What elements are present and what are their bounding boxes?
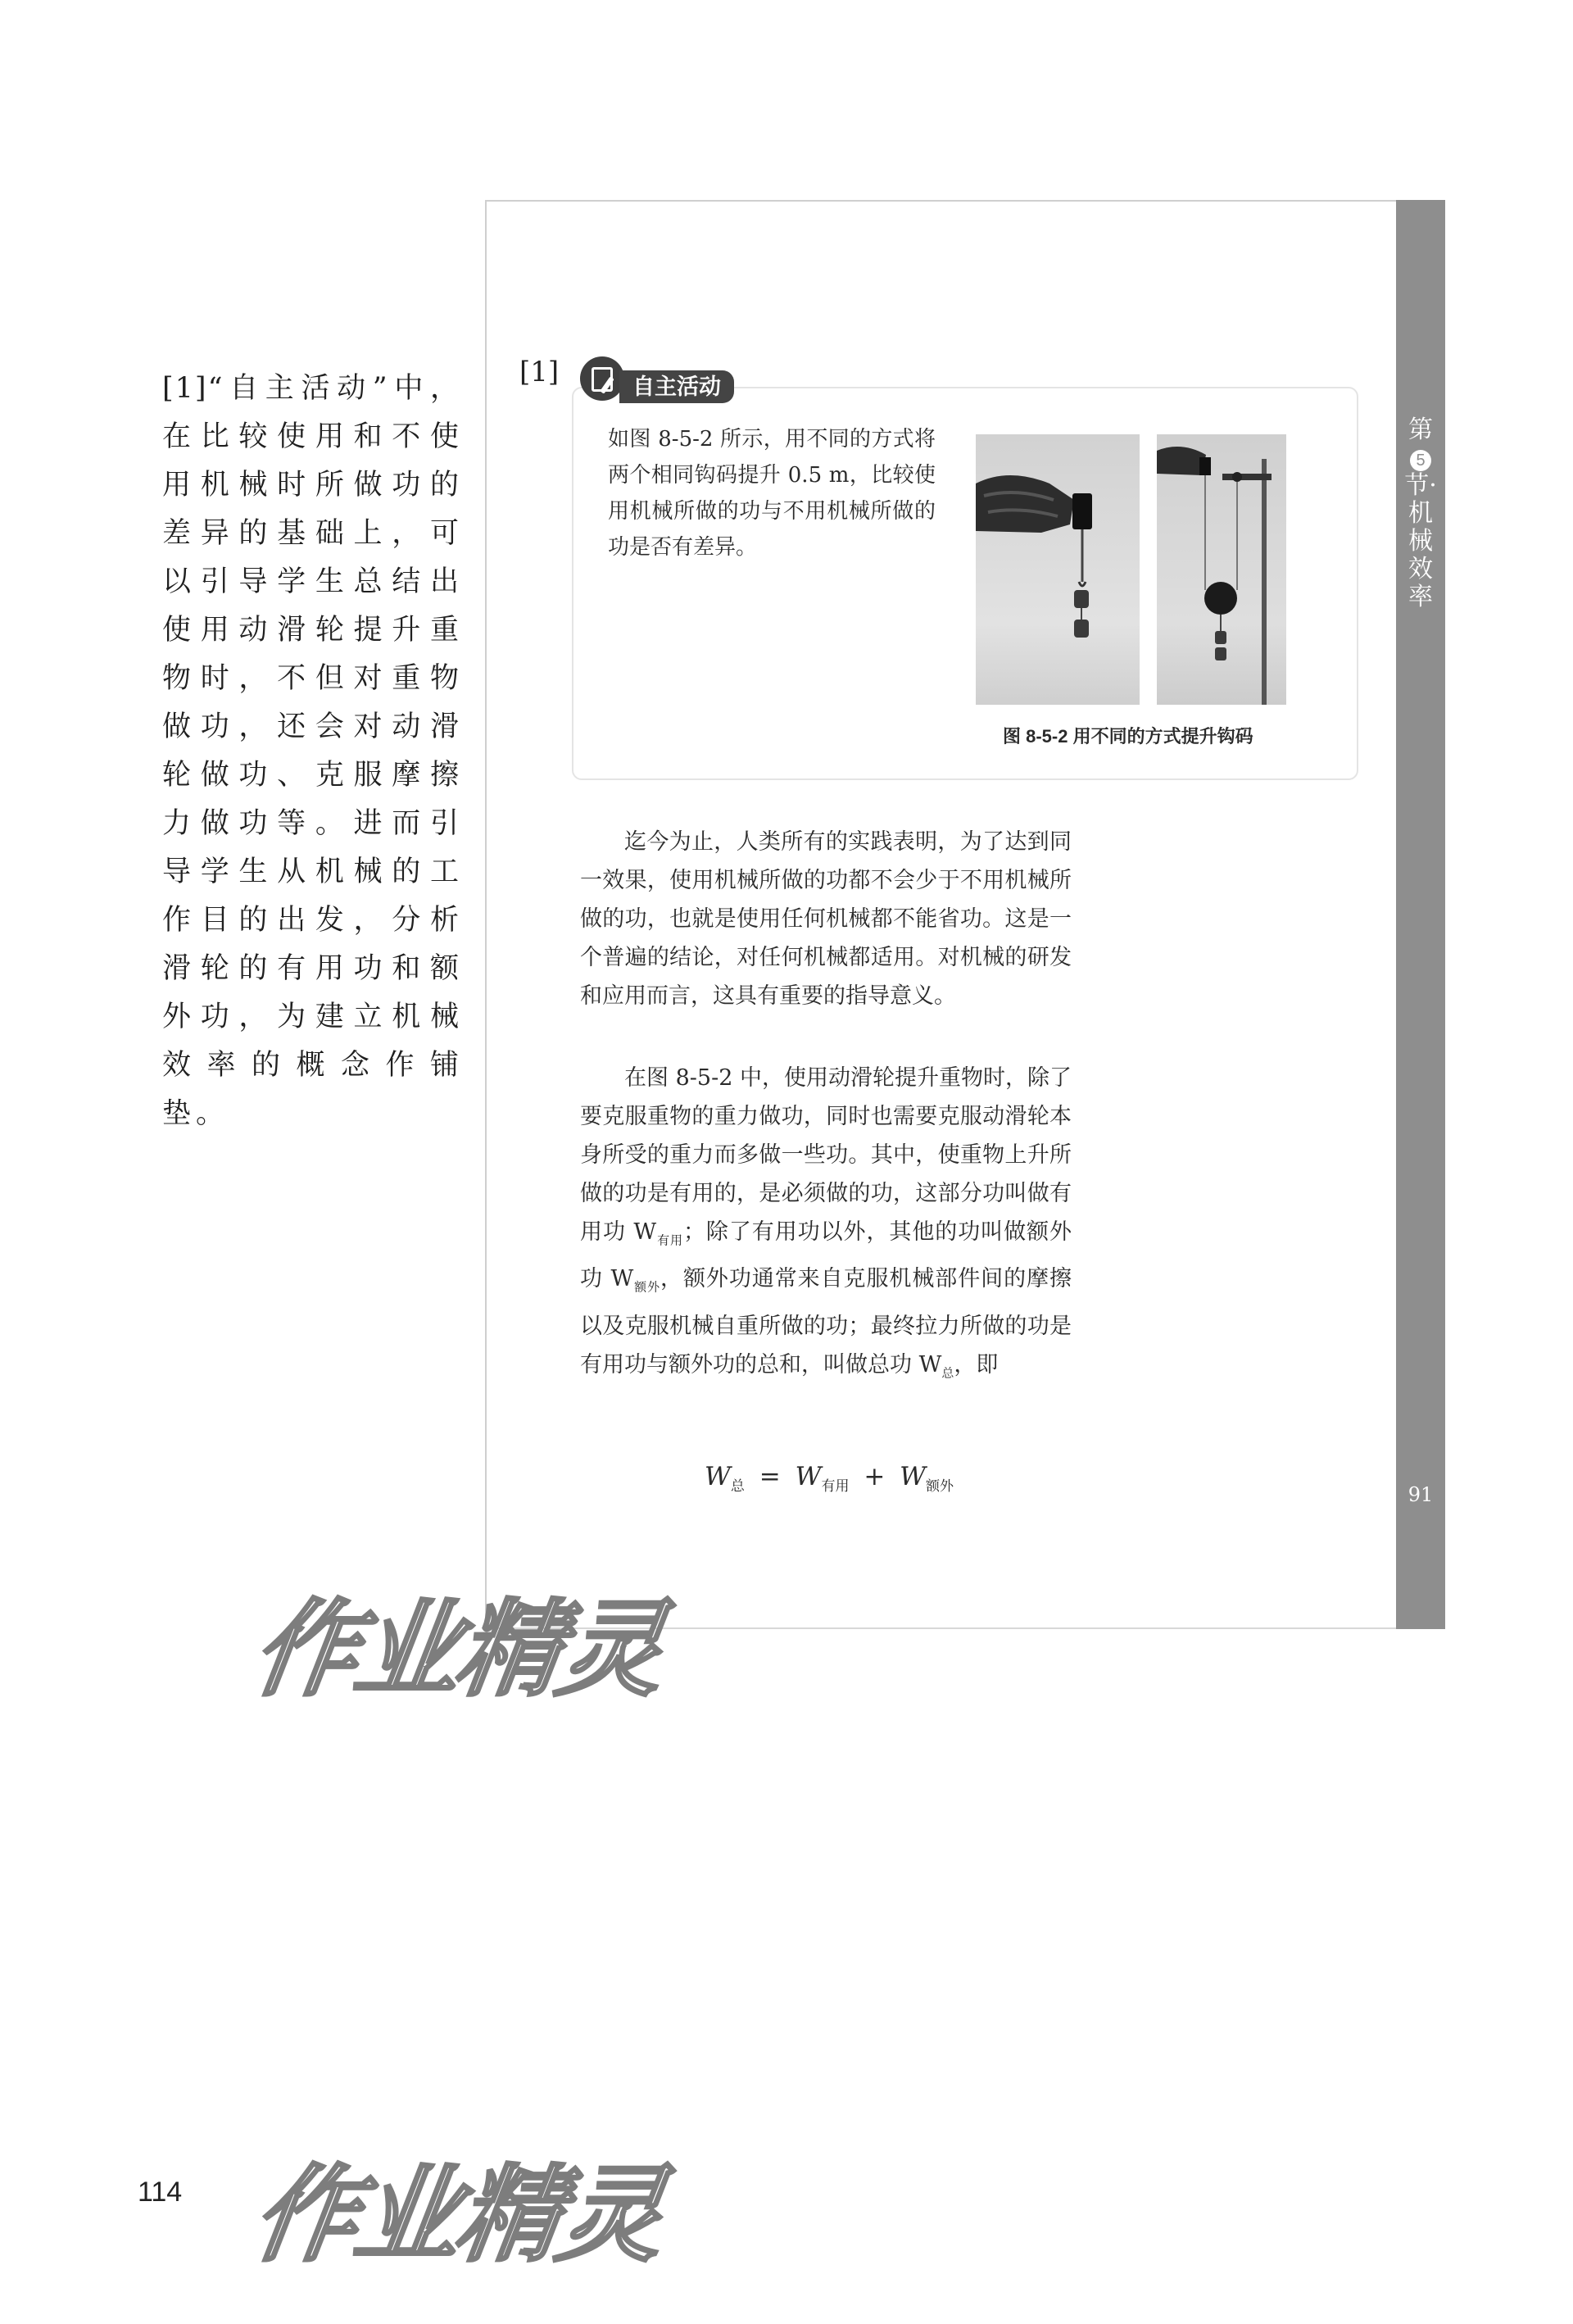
- side-title-text: 节·机械效率: [1404, 471, 1437, 611]
- teacher-note: [162, 365, 464, 1138]
- paragraph-1: 迄今为止，人类所有的实践表明，为了达到同一效果，使用机械所做的功都不会少于不用机械所做的功，也就是使用任何机械都不能省功。这是一个普遍的结论，对任何机械都适用。对机械的研发和应用而言，这具有重要的指导意义。: [580, 829, 1072, 1009]
- side-title-prefix: 第: [1408, 415, 1433, 444]
- activity-label: 自主活动: [619, 370, 734, 403]
- formula-equals: =: [759, 1462, 781, 1491]
- watermark-logo: 作业精灵: [245, 1589, 669, 1711]
- paragraph-2: [580, 1059, 1072, 1392]
- note-text: “自主活动”中，在比较使用和不使用机械时所做功的差异的基础上，可以引导学生总结出使用动滑轮提升重物时，不但对重物做功，还会对动滑轮做功、克服摩擦力做功等。进而引导学生从机械的工作目的出发，分析滑轮的有用功和额外功，为建立机械效率的概念作铺垫。: [162, 372, 464, 1130]
- photo-hand-lifting: [976, 434, 1140, 705]
- side-section-title: [1403, 416, 1439, 611]
- p2-part-d: ，即: [954, 1351, 999, 1378]
- note-ref: [1]: [162, 372, 208, 405]
- p2-sub-total: 总: [941, 1365, 954, 1381]
- watermark-logo-bottom: 作业精灵: [245, 2154, 669, 2276]
- formula-sub-useful: 有用: [821, 1478, 850, 1496]
- work-formula: $W_总 = W_{有用} + W_{额外}$: [705, 1462, 954, 1496]
- p2-part-a: 在图 8-5-2 中，使用动滑轮提升重物时，除了要克服重物的重力做功，同时也需要克服动滑轮本身所受的重力而多做一些功。其中，使重物上升所做的功是有用的，是必须做的功，这部分功叫做有用功 W: [580, 1065, 1072, 1245]
- side-title-number: 5: [1410, 450, 1431, 471]
- formula-sub-total: 总: [730, 1478, 745, 1496]
- activity-ref: [1]: [519, 356, 560, 388]
- textbook-page-number: 91: [1408, 1483, 1434, 1506]
- photo-pulley-setup: [1157, 434, 1286, 705]
- figure-caption: 图 8-5-2 用不同的方式提升钩码: [1003, 726, 1253, 747]
- p2-sub-useful: 有用: [656, 1232, 683, 1248]
- chapter-side-strip: [1396, 200, 1445, 1629]
- page-number: 114: [138, 2176, 183, 2208]
- formula-sub-extra: 额外: [926, 1478, 954, 1496]
- activity-icon: [580, 356, 624, 401]
- p2-sub-extra: 额外: [633, 1279, 661, 1295]
- p2-part-b: ；除了有用功以外，其他的功叫做额外功 W: [580, 1219, 1072, 1292]
- p2-part-c: ，额外功通常来自克服机械部件间的摩擦以及克服机械自重所做的功；最终拉力所做的功是有用功与额外功的总和，叫做总功 W: [580, 1266, 1072, 1378]
- activity-text: 如图 8-5-2 所示，用不同的方式将两个相同钩码提升 0.5 m，比较使用机械所做的功与不用机械所做的功是否有差异。: [608, 427, 936, 560]
- formula-plus: +: [864, 1462, 886, 1491]
